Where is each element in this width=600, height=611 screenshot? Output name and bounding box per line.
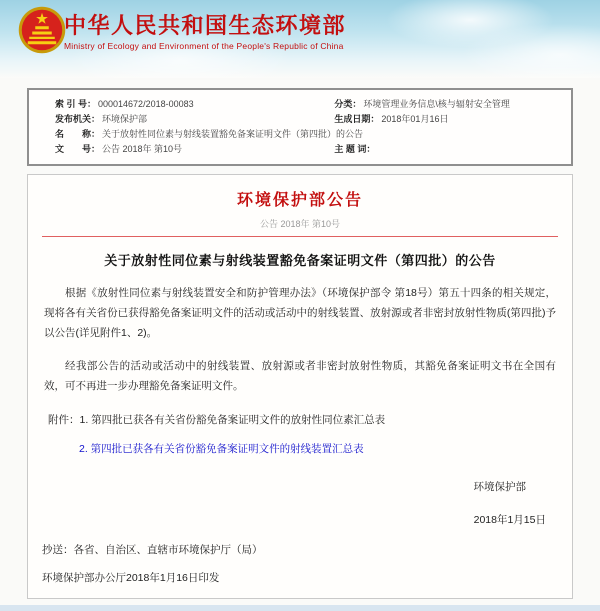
meta-row-issuer-date [55,112,563,127]
print-issue-line: 环境保护部办公厅2018年1月16日印发 [42,572,220,584]
announcement-paragraph-2: 经我部公告的活动或活动中的射线装置、放射源或者非密封放射性物质，其豁免备案证明文书在全国有效，可不再进一步办理豁免备案证明文件。 [44,360,556,392]
meta-label-issuer: 发布机关： [55,114,101,124]
attachment-line-1 [48,412,558,428]
attachment-label: 附件： [48,414,80,426]
meta-label-index-no: 索 引 号： [55,99,97,109]
meta-value-title: 关于放射性同位素与射线装置豁免备案证明文件（第四批）的公告 [102,129,364,139]
attachment-item-1: 1. 第四批已获各有关省份豁免备案证明文件的放射性同位素汇总表 [79,414,386,426]
announcement-title: 关于放射性同位素与射线装置豁免备案证明文件（第四批）的公告 [104,253,496,268]
meta-label-created-date: 生成日期： [334,114,380,124]
header-titles [64,13,346,51]
meta-value-index-no: 000014672/2018-00083 [98,99,194,109]
attachment-line-2 [79,441,558,457]
announcement-paragraph-1: 根据《放射性同位素与射线装置安全和防护管理办法》（环境保护部令 第18号）第五十四条的相关规定，现将各有关省份已获得豁免备案证明文件的活动或活动中的射线装置、放射源或者非密封放射性物质(第四批)予以公告(详见附件1、2)。 [44,287,556,339]
cc-line: 抄送：各省、自治区、直辖市环境保护厅（局） [42,544,263,556]
meta-label-category: 分类： [334,99,362,109]
red-divider-line [42,236,558,237]
meta-row-index-category [55,97,563,112]
meta-label-doc-number: 文 号： [55,144,101,154]
national-emblem-icon [18,6,66,54]
ministry-title-cn[interactable]: 中华人民共和国生态环境部 [64,13,347,38]
meta-label-title: 名 称： [55,129,101,139]
ministry-title-en: Ministry of Ecology and Environment of the People's Republic of China [64,41,344,51]
signature-date: 2018年1月15日 [473,514,546,526]
announcement-org-title: 环境保护部公告 [236,192,363,209]
document-meta-box [27,88,573,166]
meta-value-created-date: 2018年01月16日 [381,114,449,124]
signature-org: 环境保护部 [473,481,526,493]
footer-strip [0,605,600,611]
meta-label-subject-words: 主 题 词： [334,144,376,154]
meta-value-doc-number: 公告 2018年 第10号 [102,144,183,154]
meta-value-category: 环境管理业务信息\核与辐射安全管理 [363,99,510,109]
attachment-item-2-link[interactable]: 2. 第四批已获各有关省份豁免备案证明文件的射线装置汇总表 [79,443,364,455]
site-header [0,0,600,78]
meta-row-docno-subject [55,142,563,157]
meta-row-title [55,127,563,142]
announcement-number: 公告 2018年 第10号 [259,219,341,229]
announcement-document [27,174,573,599]
meta-value-issuer: 环境保护部 [102,114,148,124]
national-emblem-logo[interactable] [18,6,66,54]
